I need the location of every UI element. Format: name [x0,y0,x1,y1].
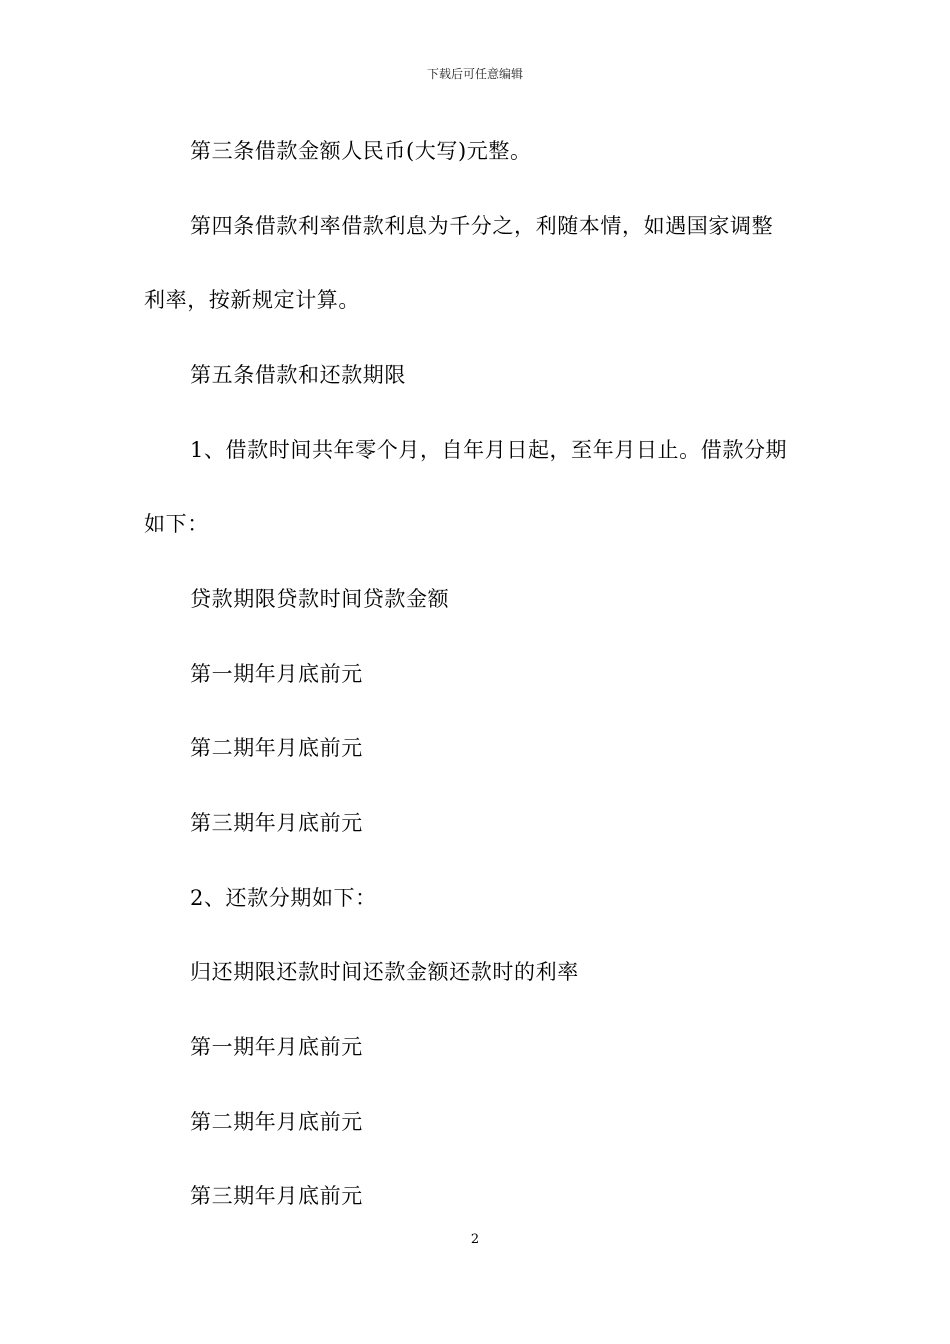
repayment-schedule-intro: 2、还款分期如下： [190,886,377,910]
clause-four-interest: 第四条借款利率借款利息为千分之，利随本情，如遇国家调整 [190,214,774,238]
repayment-schedule-row: 第二期年月底前元 [190,1110,363,1134]
clause-four-interest-continued: 利率，按新规定计算。 [144,288,360,312]
repayment-schedule-header: 归还期限还款时间还款金额还款时的利率 [190,960,579,984]
clause-five-heading: 第五条借款和还款期限 [190,363,406,387]
loan-schedule-row: 第二期年月底前元 [190,736,363,760]
loan-term-paragraph: 1、借款时间共年零个月，自年月日起，至年月日止。借款分期 [190,438,788,462]
page-number: 2 [470,1232,480,1247]
loan-term-paragraph-continued: 如下： [144,512,209,536]
loan-schedule-row: 第一期年月底前元 [190,662,363,686]
clause-three-amount: 第三条借款金额人民币(大写)元整。 [190,139,532,163]
page-header: 下载后可任意编辑 [426,67,523,81]
repayment-schedule-row: 第三期年月底前元 [190,1184,363,1208]
loan-schedule-row: 第三期年月底前元 [190,811,363,835]
loan-schedule-header: 贷款期限贷款时间贷款金额 [190,587,450,611]
repayment-schedule-row: 第一期年月底前元 [190,1035,363,1059]
